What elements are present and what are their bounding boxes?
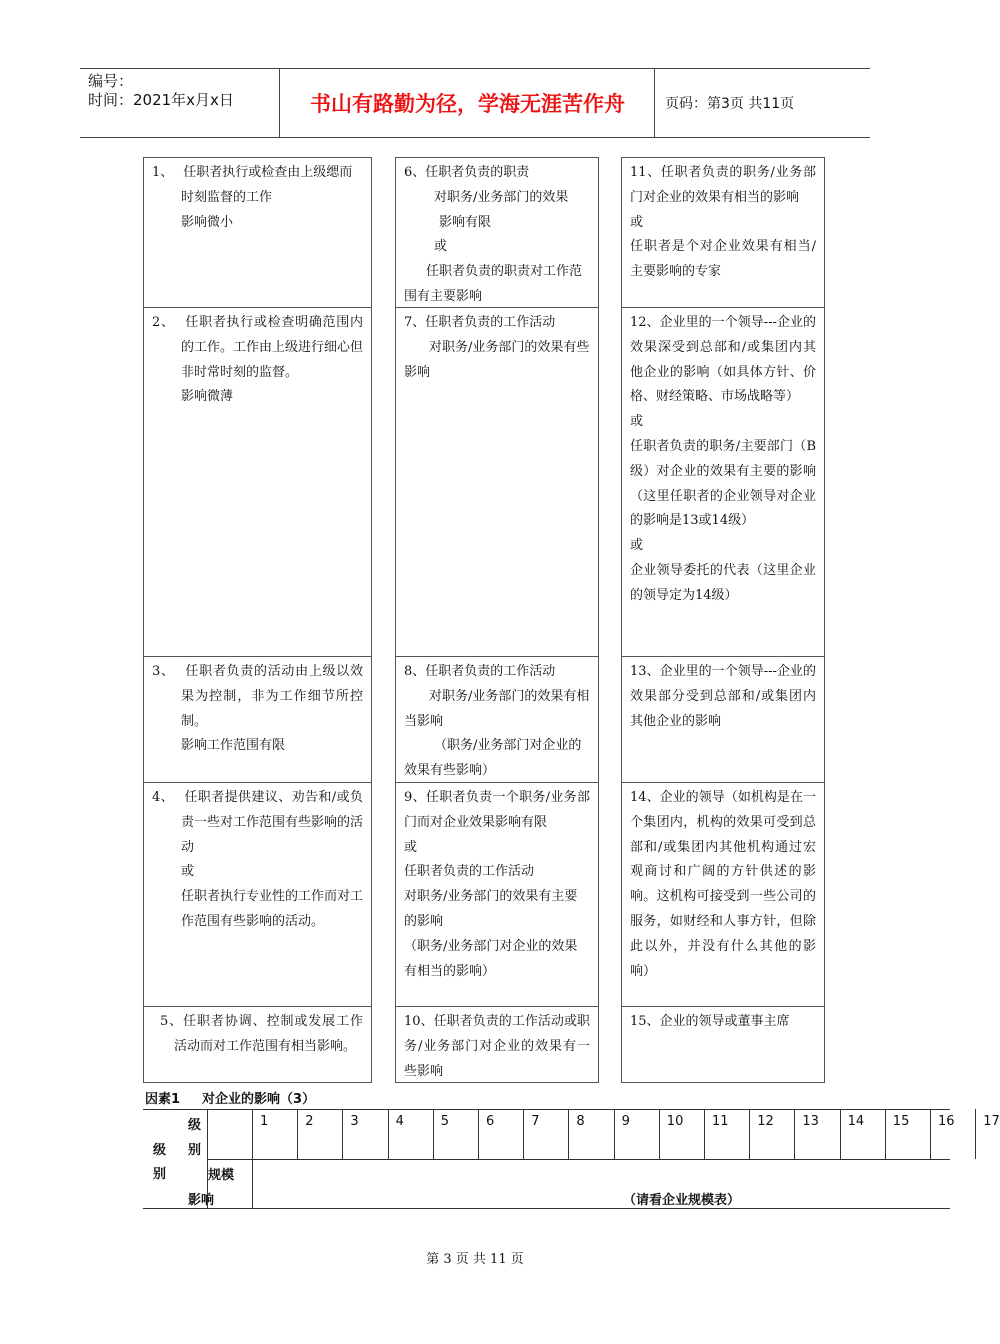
level-3-cell <box>144 657 371 783</box>
level-title: 8、任职者负责的工作活动 <box>404 664 556 679</box>
number-label: 编号： <box>88 72 134 90</box>
middle-column <box>395 157 599 1083</box>
level-number-cell: 15 <box>892 1114 910 1129</box>
level-number-cell: 9 <box>621 1114 630 1129</box>
level-number-cell: 1 <box>260 1114 269 1129</box>
level-text: 或 <box>630 538 644 554</box>
level-number-cell: 17 <box>983 1114 1000 1129</box>
level-text: 15、企业的领导或董事主席 <box>630 1014 790 1029</box>
grid-line <box>523 1109 524 1159</box>
level-number: 4、 <box>152 790 175 805</box>
grid-line <box>749 1109 750 1159</box>
level-6-cell <box>396 158 598 308</box>
level-title: 6、任职者负责的职责 <box>404 165 530 180</box>
level-14-cell <box>622 783 824 1007</box>
level-13-cell <box>622 657 824 783</box>
level-number: 1、 <box>152 165 174 180</box>
grid-line <box>297 1109 298 1159</box>
header-page-info: 页码：第3页 共11页 <box>665 96 795 112</box>
level-10-cell <box>396 1007 598 1084</box>
grid-line <box>659 1109 660 1159</box>
scale-label: 规模 <box>208 1168 235 1183</box>
level-text: 12、企业里的一个领导---企业的效果深受到总部和/或集团内其他企业的影响（如具体方针、价格、财经策略、市场战略等） <box>630 315 816 405</box>
level-text: 或 <box>181 864 195 880</box>
level-number-cell: 8 <box>576 1114 585 1129</box>
level-title: 9、任职者负责一个职务/业务部门而对企业效果影响有限 <box>404 790 590 830</box>
level-text: 任职者执行或检查明确范围内的工作。工作由上级进行细心但非时常时刻的监督。 <box>181 315 364 380</box>
level-title: 10、任职者负责的工作活动或职务/业务部门对企业的效果有一些影响 <box>404 1014 590 1079</box>
level-text: 14、企业的领导（如机构是在一个集团内，机构的效果可受到总部和/或集团内其他机构通过宏观商讨和广阔的方针供述的影响。这机构可接受到一些公司的服务，如财经和人事方针，但除此以外，并没有什么其他的影响） <box>630 790 816 979</box>
row-label: 别 <box>153 1167 167 1182</box>
factor-label: 因素1 <box>145 1092 181 1107</box>
level-1-cell <box>144 158 371 308</box>
level-text: （职务/业务部门对企业的效果有些影响） <box>404 738 582 779</box>
level-12-cell <box>622 308 824 657</box>
level-number: 2、 <box>152 315 175 330</box>
level-grid <box>143 1109 1000 1209</box>
level-text: 13、企业里的一个领导---企业的效果部分受到总部和/或集团内其他企业的影响 <box>630 664 816 729</box>
level-number-cell: 10 <box>666 1114 684 1129</box>
level-text: 任职者是个对企业效果有相当/主要影响的专家 <box>630 239 816 280</box>
scale-label: 影响 <box>188 1193 215 1208</box>
grid-line <box>885 1109 886 1159</box>
level-8-cell <box>396 657 598 783</box>
level-number: 5、 <box>160 1014 184 1029</box>
row-label: 级 <box>153 1143 167 1158</box>
level-text: 任职者执行或检查由上级缌而时刻监督的工作 <box>181 165 353 205</box>
level-4-cell <box>144 783 371 1007</box>
page-footer: 第 3 页 共 11 页 <box>426 1252 524 1267</box>
level-text: 影响微薄 <box>181 389 234 405</box>
level-text: 或 <box>434 239 448 255</box>
grid-line <box>252 1109 253 1208</box>
level-text: 或 <box>404 839 418 855</box>
level-text: 任职者负责的职务/主要部门（B级）对企业的效果有主要的影响（这里任职者的企业领导对企业的影响是13或14级） <box>630 438 816 529</box>
level-number-cell: 3 <box>350 1114 359 1129</box>
level-number-cell: 4 <box>395 1114 404 1129</box>
level-text: 任职者负责的职责对工作范围有主要影响 <box>404 264 583 304</box>
level-number-cell: 2 <box>305 1114 314 1129</box>
level-11-cell <box>622 158 824 308</box>
level-text: 任职者负责的工作活动 <box>404 864 535 880</box>
level-text: 对职务/业务部门的效果有主要的影响 <box>404 889 578 929</box>
level-number-cell: 14 <box>847 1114 865 1129</box>
grid-line <box>433 1109 434 1159</box>
level-number-cell: 13 <box>802 1114 819 1129</box>
level-text: 任职者执行专业性的工作而对工作范围有些影响的活动。 <box>181 889 364 929</box>
grid-line <box>388 1109 389 1159</box>
right-column <box>621 157 825 1083</box>
level-text: 任职者提供建议、劝告和/或负责一些对工作范围有些影响的活动 <box>181 790 364 855</box>
level-text: 对职务/业务部门的效果有些影响 <box>404 339 590 380</box>
grid-line <box>143 1109 950 1110</box>
level-15-cell <box>622 1007 824 1084</box>
header-motto: 书山有路勤为径，学海无涯苦作舟 <box>281 69 655 137</box>
level-number-cell: 7 <box>531 1114 540 1129</box>
grid-line <box>614 1109 615 1159</box>
grid-line <box>568 1109 569 1159</box>
level-text: 或 <box>630 214 644 230</box>
level-text: 对职务/业务部门的效果 <box>434 189 569 205</box>
grid-line <box>704 1109 705 1159</box>
level-text: 对职务/业务部门的效果有相当影响 <box>404 688 590 729</box>
level-text: 影响有限 <box>439 214 492 230</box>
scale-note: （请看企业规模表） <box>623 1193 741 1208</box>
level-text: 影响工作范围有限 <box>181 738 286 754</box>
level-text: 企业领导委托的代表（这里企业的领导定为14级） <box>630 562 816 603</box>
time-label: 时间：2021年x月x日 <box>88 91 234 109</box>
level-text: 11、任职者负责的职务/业务部门对企业的效果有相当的影响 <box>630 165 816 205</box>
left-column <box>143 157 372 1083</box>
level-number-cell: 11 <box>712 1114 729 1129</box>
level-number-cell: 16 <box>938 1114 955 1129</box>
grid-line <box>143 1208 950 1209</box>
page-header <box>80 68 870 138</box>
level-text: 或 <box>630 414 644 430</box>
level-number: 3、 <box>152 664 175 679</box>
level-col-label: 级 <box>188 1118 202 1133</box>
factor-title <box>145 1088 337 1107</box>
factor-name: 对企业的影响（3） <box>202 1092 316 1107</box>
level-7-cell <box>396 308 598 657</box>
grid-line <box>207 1159 950 1160</box>
level-text: （职务/业务部门对企业的效果有相当的影响） <box>404 938 578 979</box>
grid-line <box>794 1109 795 1159</box>
grid-line <box>342 1109 343 1159</box>
level-text: 影响微小 <box>181 214 234 230</box>
level-title: 7、任职者负责的工作活动 <box>404 315 556 330</box>
level-number-cell: 6 <box>486 1114 495 1129</box>
grid-line <box>840 1109 841 1159</box>
level-5-cell <box>144 1007 371 1084</box>
grid-line <box>478 1109 479 1159</box>
level-9-cell <box>396 783 598 1007</box>
level-text: 任职者协调、控制或发展工作活动而对工作范围有相当影响。 <box>174 1014 363 1054</box>
level-number-cell: 5 <box>440 1114 450 1129</box>
header-meta <box>80 69 280 137</box>
grid-line <box>975 1109 976 1159</box>
grid-line <box>930 1109 931 1159</box>
level-number-cell: 12 <box>757 1114 774 1129</box>
level-col-label: 别 <box>188 1143 202 1158</box>
level-2-cell <box>144 308 371 657</box>
level-text: 任职者负责的活动由上级以效果为控制，非为工作细节所控制。 <box>181 664 363 729</box>
